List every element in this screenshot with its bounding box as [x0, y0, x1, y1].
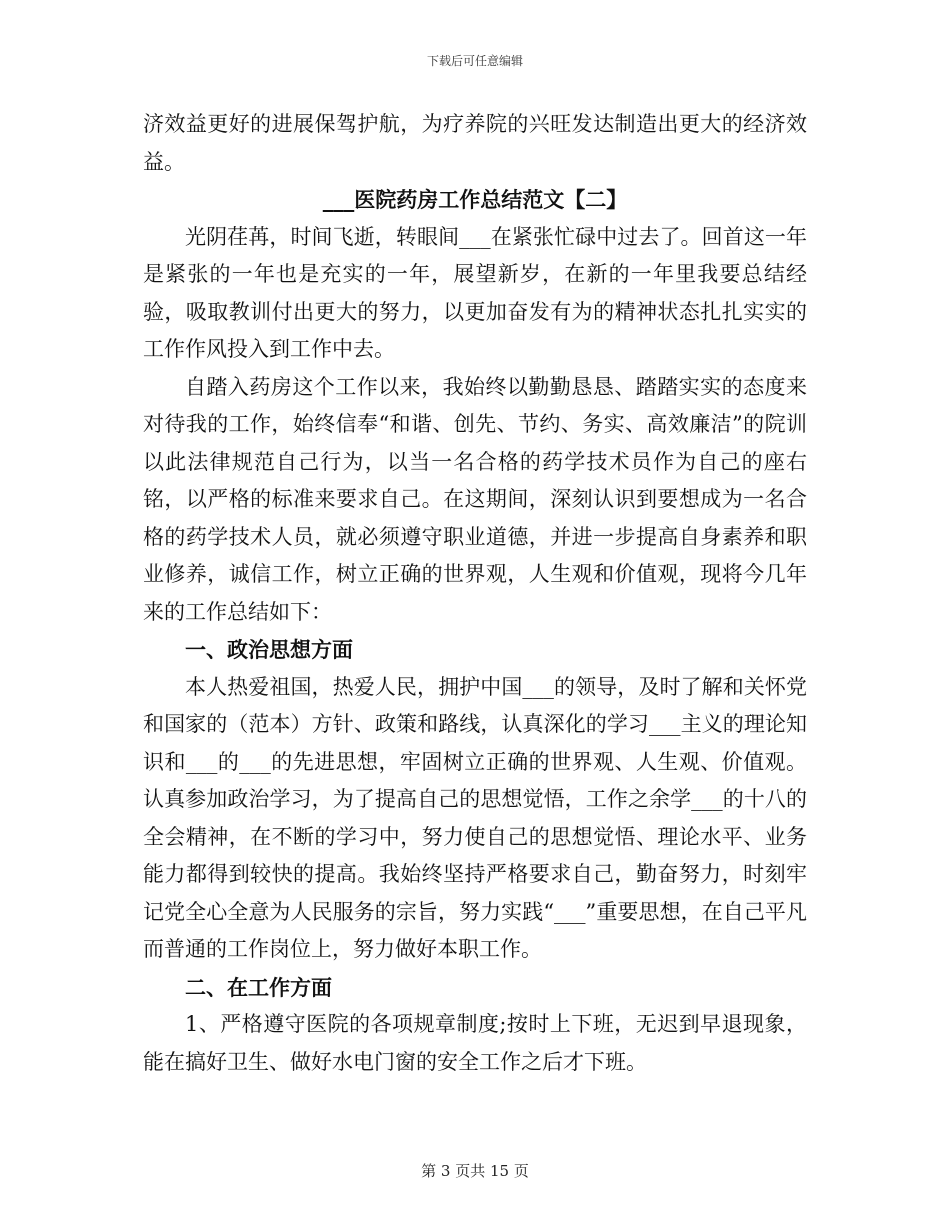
- section-heading-work: 二、在工作方面: [185, 974, 332, 1000]
- document-body: [143, 106, 807, 1081]
- document-title: ___医院药房工作总结范文【二】: [322, 187, 628, 212]
- continuation-paragraph: 济效益更好的进展保驾护航，为疗养院的兴旺发达制造出更大的经济效益。: [143, 112, 807, 174]
- page-number: 第 3 页共 15 页: [421, 1162, 529, 1180]
- section-heading-politics: 一、政治思想方面: [185, 637, 353, 662]
- page-header-note: 下载后可任意编辑: [426, 54, 523, 68]
- politics-paragraph: 本人热爱祖国，热爱人民，拥护中国___的领导，及时了解和关怀党和国家的（范本）方针、政策和路线，认真深化的学习___主义的理论知识和___的___的先进思想，牢固树立正确的世界观、人生观、价值观。认真参加政治学习，为了提高自己的思想觉悟，工作之余学___的十八的全会精神，在不断的学习中，努力使自己的思想觉悟、理论水平、业务能力都得到较快的提高。我始终坚持严格要求自己，勤奋努力，时刻牢记党全心全意为人民服务的宗旨，努力实践“___”重要思想，在自己平凡而普通的工作岗位上，努力做好本职工作。: [143, 674, 807, 961]
- intro-paragraph: 光阴荏苒，时间飞逝，转眼间___在紧张忙碌中过去了。回首这一年是紧张的一年也是充实的一年，展望新岁，在新的一年里我要总结经验，吸取教训付出更大的努力，以更加奋发有为的精神状态扎扎实实的工作作风投入到工作中去。: [143, 224, 807, 361]
- work-paragraph: 1、严格遵守医院的各项规章制度;按时上下班，无迟到早退现象，能在搞好卫生、做好水电门窗的安全工作之后才下班。: [143, 1012, 807, 1074]
- overview-paragraph: 自踏入药房这个工作以来，我始终以勤勤恳恳、踏踏实实的态度来对待我的工作，始终信奉“和谐、创先、节约、务实、高效廉洁”的院训以此法律规范自己行为，以当一名合格的药学技术员作为自己的座右铭，以严格的标准来要求自己。在这期间，深刻认识到要想成为一名合格的药学技术人员，就必须遵守职业道德，并进一步提高自身素养和职业修养，诚信工作，树立正确的世界观，人生观和价值观，现将今几年来的工作总结如下：: [143, 374, 807, 624]
